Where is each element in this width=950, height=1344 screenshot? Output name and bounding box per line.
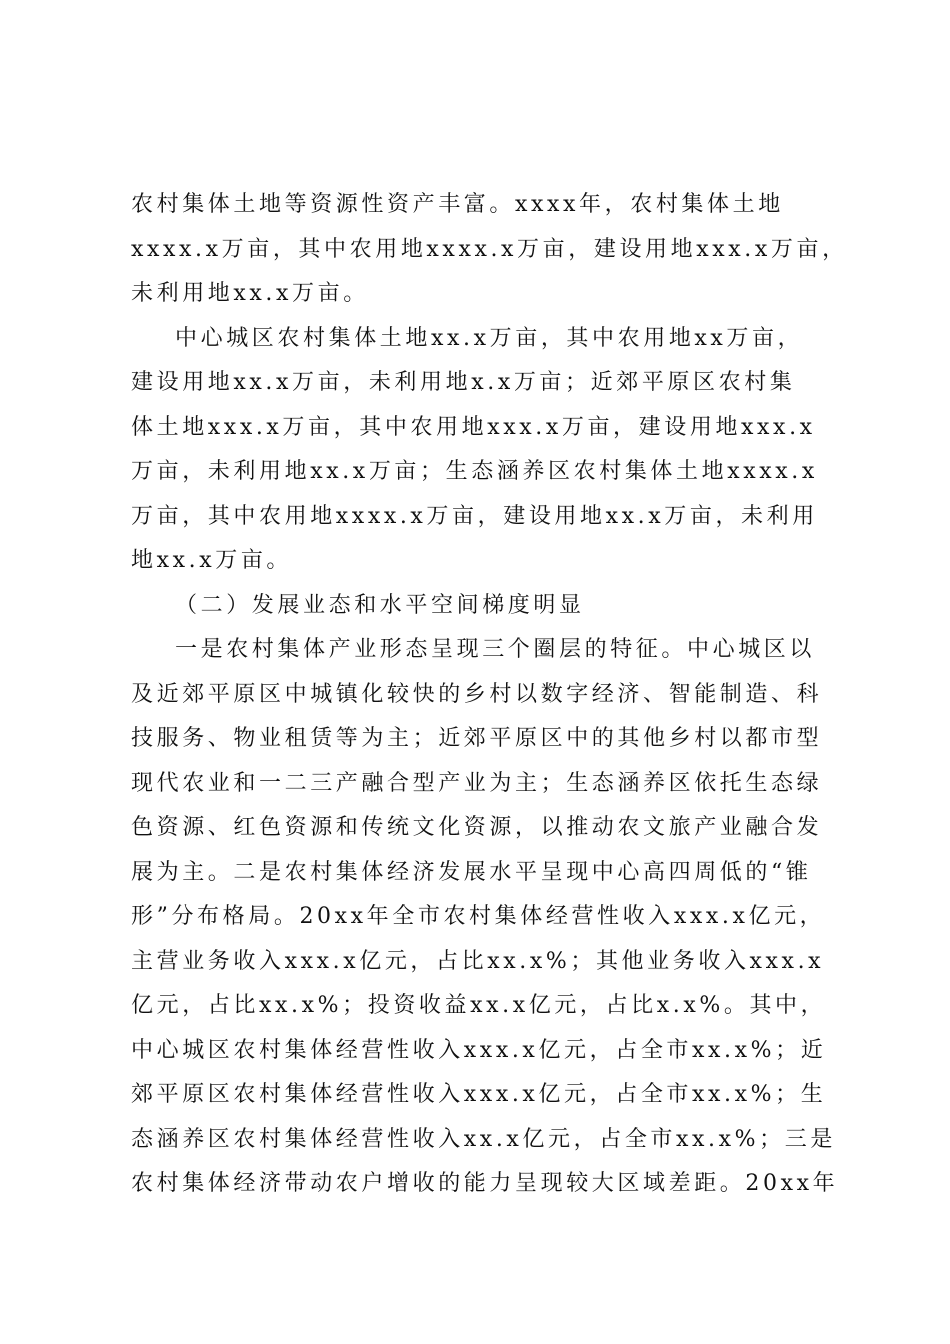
text-line: 体土地xxx.x万亩，其中农用地xxx.x万亩，建设用地xxx.x xyxy=(131,414,816,440)
text-line: 展为主。二是农村集体经济发展水平呈现中心高四周低的“锥 xyxy=(131,859,812,885)
text-line: 形”分布格局。20xx年全市农村集体经营性收入xxx.x亿元， xyxy=(131,904,826,929)
text-line: 主营业务收入xxx.x亿元，占比xx.x%；其他业务收入xxx.x xyxy=(131,948,825,974)
text-line: 中心城区农村集体土地xx.x万亩，其中农用地xx万亩， xyxy=(175,325,804,351)
text-line: 中心城区农村集体经营性收入xxx.x亿元，占全市xx.x%；近 xyxy=(131,1037,827,1063)
text-line: 农村集体土地等资源性资产丰富。xxxx年，农村集体土地 xyxy=(131,192,784,217)
paragraph-industry-gradient xyxy=(131,632,839,1211)
text-line: 郊平原区农村集体经营性收入xxx.x亿元，占全市xx.x%；生 xyxy=(131,1082,827,1107)
text-line: xxxx.x万亩，其中农用地xxxx.x万亩，建设用地xxx.x万亩， xyxy=(131,236,848,262)
section-heading xyxy=(131,588,831,633)
text-line: 农村集体经济带动农户增收的能力呈现较大区域差距。20xx年 xyxy=(131,1171,839,1196)
text-line: 及近郊平原区中城镇化较快的乡村以数字经济、智能制造、科 xyxy=(131,681,823,707)
text-line: 色资源、红色资源和传统文化资源，以推动农文旅产业融合发 xyxy=(131,815,823,840)
text-line: 一是农村集体产业形态呈现三个圈层的特征。中心城区以 xyxy=(175,637,816,662)
text-line: 技服务、物业租赁等为主；近郊平原区中的其他乡村以都市型 xyxy=(131,726,823,751)
heading-text: （二）发展业态和水平空间梯度明显 xyxy=(175,592,585,618)
text-line: 现代农业和一二三产融合型产业为主；生态涵养区依托生态绿 xyxy=(131,770,823,796)
text-line: 万亩，未利用地xx.x万亩；生态涵养区农村集体土地xxxx.x xyxy=(131,459,818,484)
text-line: 万亩，其中农用地xxxx.x万亩，建设用地xx.x万亩，未利用 xyxy=(131,503,818,529)
paragraph-land-resources xyxy=(131,187,848,321)
text-line: 建设用地xx.x万亩，未利用地x.x万亩；近郊平原区农村集 xyxy=(131,370,796,395)
text-line: 未利用地xx.x万亩。 xyxy=(131,281,369,306)
text-line: 亿元，占比xx.x%；投资收益xx.x亿元，占比x.x%。其中， xyxy=(131,993,827,1018)
text-line: 地xx.x万亩。 xyxy=(131,548,293,573)
text-line: 态涵养区农村集体经营性收入xx.x亿元，占全市xx.x%；三是 xyxy=(131,1126,836,1152)
document-page xyxy=(131,187,848,1211)
paragraph-regional-land xyxy=(131,321,831,588)
